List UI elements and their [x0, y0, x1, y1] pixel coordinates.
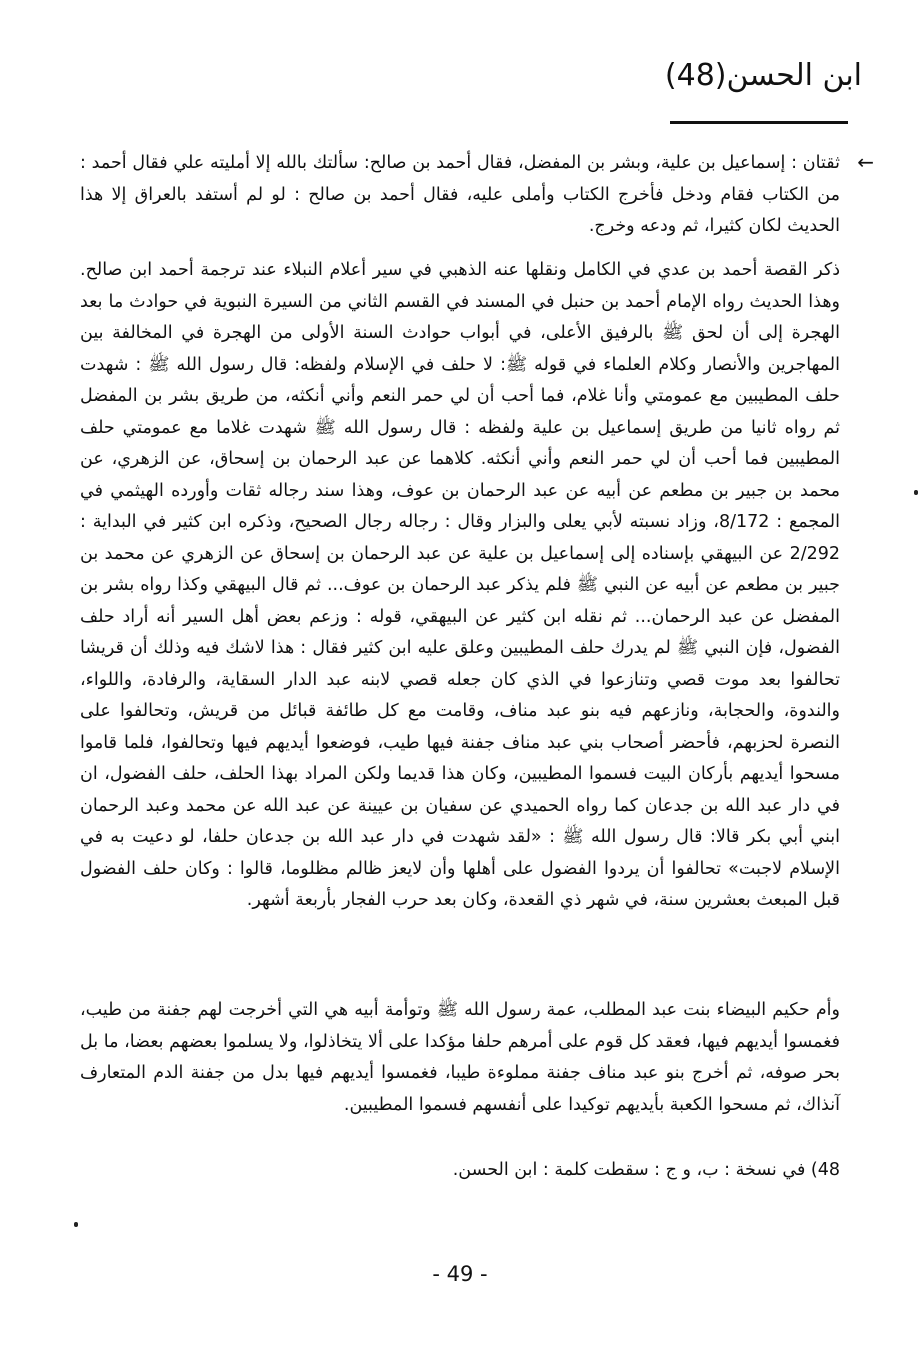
paragraph-main: ذكر القصة أحمد بن عدي في الكامل ونقلها عنه الذهبي في سير أعلام النبلاء عند ترجمة أحمد ابن صالح. وهذا الحديث رواه الإمام أحمد بن حنبل في المسند في القسم الثاني من السيرة النبوية في حوادث ما بعد الهجرة إلى أن لحق ﷺ بالرفيق الأعلى، في أبواب حوادث السنة الأولى من الهجرة في المخالفة بين المهاجرين والأنصار وكلام العلماء في قوله ﷺ: لا حلف في الإسلام ولفظه: قال رسول الله ﷺ : شهدت حلف المطيبين مع عمومتي وأنا غلام، فما أحب أن لي حمر النعم وأني أنكثه، من طريق بشر بن المفضل ثم رواه ثانيا من طريق إسماعيل بن علية ولفظه : قال رسول الله ﷺ شهدت غلاما مع عمومتي حلف المطيبين فما أحب أن لي حمر النعم وأني أنكثه. كلاهما عن عبد الرحمان بن إسحاق، عن الزهري، عن محمد بن جبير بن مطعم عن أبيه عن عبد الرحمان بن عوف، وهذا سند رجاله ثقات وأورده الهيثمي في المجمع : 8/172، وزاد نسبته لأبي يعلى والبزار وقال : رجاله رجال الصحيح، وذكره ابن كثير في البداية : 2/292 عن البيهقي بإسناده إلى إسماعيل بن علية عن عبد الرحمان بن إسحاق عن الزهري عن محمد بن جبير بن مطعم عن أبيه عن النبي ﷺ فلم يذكر عبد الرحمان بن عوف... ثم قال البيهقي وكذا رواه بشر بن المفضل عن عبد الرحمان... ثم نقله ابن كثير عن البيهقي، قوله : وزعم بعض أهل السير أنه أراد حلف الفضول، فإن النبي ﷺ لم يدرك حلف المطيبين وعلق عليه ابن كثير فقال : هذا لاشك فيه وذلك أن قريشا تحالفوا بعد موت قصي وتنازعوا في الذي كان جعله قصي لابنه عبد الدار السقاية، والرفادة، واللواء، والندوة، والحجابة، ونازعهم فيه بنو عبد مناف، وقامت مع كل طائفة قبائل من قريش، وتحالفوا على النصرة لحزبهم، فأحضر أصحاب بني عبد مناف جفنة فيها طيب، فوضعوا أيديهم فيها وتحالفوا، فلما قاموا مسحوا أيديهم بأركان البيت فسموا المطيبين، وكان هذا قديما ولكن المراد بهذا الحلف، حلف الفضول، ان في دار عبد الله بن جدعان كما رواه الحميدي عن سفيان بن عيينة عن عبد الله عن محمد وعبد الرحمان ابني أبي بكر قالا: قال رسول الله ﷺ : «لقد شهدت في دار عبد الله بن جدعان حلفا، لو دعيت به في الإسلام لاجبت» تحالفوا أن يردوا الفضول على أهلها وأن لايعز ظالم مظلوما، قالوا : وكان حلف الفضول قبل المبعث بعشرين سنة، في شهر ذي القعدة، وكان بعد حرب الفجار بأربعة أشهر.	[80, 260, 840, 910]
page-title: ابن الحسن(48)	[664, 58, 862, 93]
page-number: - 49 -	[432, 1262, 488, 1286]
paragraph-closing: وأم حكيم البيضاء بنت عبد المطلب، عمة رسول الله ﷺ وتوأمة أبيه هي التي أخرجت لهم جفنة من طيب، فغمسوا أيديهم فيها، فعقد كل قوم على أمرهم حلفا مؤكدا على ألا يتخاذلوا، ولا يسلموا بعضهم بعضا، ما بل بحر صوفه، ثم أخرج بنو عبد مناف جفنة مملوءة طيبا، فغمسوا أيديهم فيها بدل من جفنة الدم المتعارف آنذاك، ثم مسحوا الكعبة بأيديهم توكيدا على أنفسهم فسموا المطيبين.	[80, 1000, 840, 1115]
paragraph-continuation: ثقتان : إسماعيل بن علية، وبشر بن المفضل، فقال أحمد بن صالح: سألتك بالله إلا أمليته علي فقال أحمد : من الكتاب فقام ودخل فأخرج الكتاب وأملى عليه، فقال أحمد بن صالح : لو لم أستفد بالعراق إلا هذا الحديث لكان كثيرا، ثم ودعه وخرج.	[80, 153, 840, 236]
scan-speck	[74, 1222, 78, 1227]
scan-speck	[914, 490, 918, 495]
continuation-arrow-icon: ←	[857, 150, 874, 174]
footnote: 48) في نسخة : ب، و ج : سقطت كلمة : ابن الحسن.	[452, 1160, 840, 1180]
title-underline	[670, 121, 848, 124]
